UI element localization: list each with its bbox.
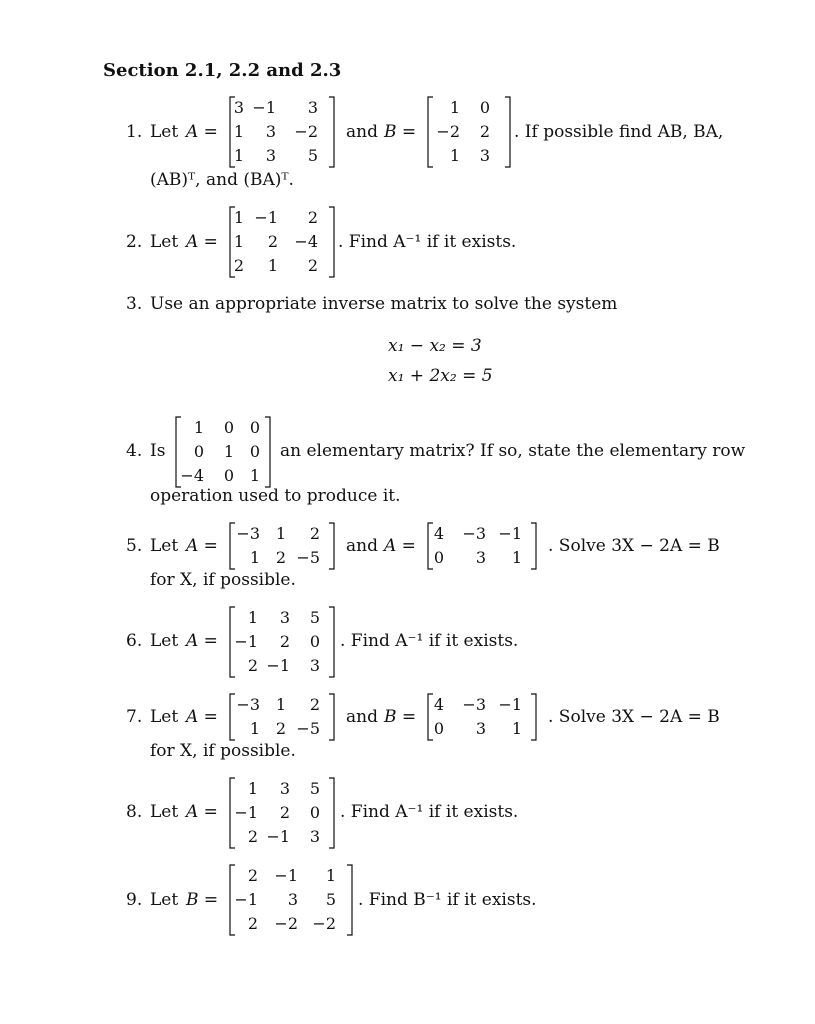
matrix-cell: 1 — [275, 524, 286, 543]
problem-1-instruction: . If possible find AB, BA, — [514, 122, 724, 142]
problem-number: 9. — [126, 890, 143, 910]
matrix-cell: 0 — [433, 719, 444, 738]
matrix-cell: −3 — [236, 524, 260, 543]
right-bracket — [329, 607, 334, 677]
equation-2: x₁ + 2x₂ = 5 — [388, 366, 493, 386]
matrix-cell: −1 — [252, 98, 276, 117]
matrix-cell: 2 — [307, 208, 318, 227]
matrix-cell: 2 — [233, 256, 244, 275]
matrix-cell: 0 — [193, 442, 204, 461]
matrix-a-label: A = — [186, 802, 218, 822]
matrix-cell: 0 — [223, 466, 234, 485]
problem-2-instruction: . Find A⁻¹ if it exists. — [338, 232, 517, 252]
matrix-cell: −3 — [462, 524, 486, 543]
matrix-a — [228, 777, 336, 849]
matrix-cell: 2 — [267, 232, 278, 251]
matrix-cell: 2 — [247, 827, 258, 846]
right-bracket — [531, 694, 536, 740]
matrix-a — [228, 522, 336, 570]
matrix-cell: 1 — [275, 695, 286, 714]
matrix-cell: 1 — [511, 548, 522, 567]
problem-number: 6. — [126, 631, 143, 651]
problem-7-instruction: . Solve 3X − 2A = B — [548, 707, 720, 727]
problem-4-text: an elementary matrix? If so, state the elementary row — [280, 441, 746, 461]
matrix-cell: 2 — [309, 695, 320, 714]
problem-5-continuation: for X, if possible. — [150, 570, 296, 590]
matrix-cell: −4 — [180, 466, 204, 485]
matrix-b-label: B = — [384, 707, 417, 727]
matrix-cell: −1 — [254, 208, 278, 227]
matrix-m — [174, 416, 272, 488]
is-label: Is — [150, 441, 166, 461]
problem-9-instruction: . Find B⁻¹ if it exists. — [358, 890, 537, 910]
matrix-a-label: A = — [186, 631, 218, 651]
matrix-a-label: A = — [186, 122, 218, 142]
problem-number: 2. — [126, 232, 143, 252]
and-label: and — [346, 122, 378, 142]
matrix-cell: −1 — [234, 632, 258, 651]
matrix-b-label: A = — [384, 536, 416, 556]
problem-number: 8. — [126, 802, 143, 822]
matrix-b — [426, 96, 512, 168]
matrix-cell: 3 — [309, 827, 320, 846]
matrix-cell: −5 — [296, 719, 320, 738]
matrix-b — [228, 864, 354, 936]
matrix-cell: 2 — [247, 656, 258, 675]
right-bracket — [329, 694, 334, 740]
matrix-cell: −3 — [236, 695, 260, 714]
matrix-cell: −1 — [498, 524, 522, 543]
matrix-cell: −1 — [274, 866, 298, 885]
matrix-cell: 3 — [279, 779, 290, 798]
matrix-cell: 2 — [279, 632, 290, 651]
problem-number: 5. — [126, 536, 143, 556]
matrix-cell: 1 — [233, 232, 244, 251]
matrix-cell: 1 — [193, 418, 204, 437]
matrix-cell: 5 — [307, 146, 318, 165]
matrix-a — [228, 96, 336, 168]
matrix-cell: −1 — [266, 827, 290, 846]
matrix-cell: 0 — [479, 98, 490, 117]
matrix-a — [228, 206, 336, 278]
matrix-cell: 3 — [307, 98, 318, 117]
problem-number: 4. — [126, 441, 143, 461]
matrix-cell: 3 — [265, 146, 276, 165]
matrix-cell: 1 — [233, 146, 244, 165]
problem-5-instruction: . Solve 3X − 2A = B — [548, 536, 720, 556]
right-bracket — [329, 778, 334, 848]
matrix-cell: 2 — [247, 914, 258, 933]
matrix-a-label: A = — [186, 707, 218, 727]
matrix-cell: −1 — [266, 656, 290, 675]
matrix-cell: 1 — [249, 719, 260, 738]
matrix-cell: 1 — [233, 122, 244, 141]
page-title: Section 2.1, 2.2 and 2.3 — [103, 60, 342, 81]
matrix-a-label: A = — [186, 536, 218, 556]
right-bracket — [329, 523, 334, 569]
right-bracket — [505, 97, 510, 167]
matrix-cell: 5 — [309, 608, 320, 627]
and-label: and — [346, 707, 378, 727]
problem-6-instruction: . Find A⁻¹ if it exists. — [340, 631, 519, 651]
matrix-cell: 3 — [265, 122, 276, 141]
matrix-cell: −2 — [294, 122, 318, 141]
matrix-cell: 3 — [233, 98, 244, 117]
matrix-cell: 1 — [449, 98, 460, 117]
matrix-cell: 1 — [249, 466, 260, 485]
matrix-cell: −1 — [234, 890, 258, 909]
matrix-cell: 3 — [279, 608, 290, 627]
matrix-cell: 1 — [247, 608, 258, 627]
matrix-a — [228, 693, 336, 741]
matrix-cell: 3 — [309, 656, 320, 675]
matrix-cell: −4 — [294, 232, 318, 251]
matrix-cell: 1 — [223, 442, 234, 461]
matrix-cell: 0 — [223, 418, 234, 437]
let-label: Let — [150, 232, 179, 252]
problem-number: 7. — [126, 707, 143, 727]
matrix-b — [426, 693, 538, 741]
equation-1: x₁ − x₂ = 3 — [388, 336, 482, 356]
problem-3-text: Use an appropriate inverse matrix to solve the system — [150, 294, 618, 314]
matrix-cell: 4 — [433, 695, 444, 714]
right-bracket — [329, 97, 334, 167]
matrix-cell: 0 — [433, 548, 444, 567]
let-label: Let — [150, 890, 179, 910]
matrix-cell: 1 — [233, 208, 244, 227]
matrix-cell: 1 — [249, 548, 260, 567]
matrix-b-label: B = — [384, 122, 417, 142]
matrix-cell: 1 — [247, 779, 258, 798]
problem-8-instruction: . Find A⁻¹ if it exists. — [340, 802, 519, 822]
matrix-cell: 0 — [249, 442, 260, 461]
matrix-cell: −2 — [436, 122, 460, 141]
matrix-cell: −1 — [498, 695, 522, 714]
problem-number: 3. — [126, 294, 143, 314]
let-label: Let — [150, 536, 179, 556]
matrix-a — [228, 606, 336, 678]
matrix-cell: 2 — [479, 122, 490, 141]
matrix-cell: −1 — [234, 803, 258, 822]
matrix-cell: 5 — [325, 890, 336, 909]
right-bracket — [531, 523, 536, 569]
problem-4-continuation: operation used to produce it. — [150, 486, 401, 506]
matrix-cell: 5 — [309, 779, 320, 798]
matrix-b — [426, 522, 538, 570]
matrix-cell: 1 — [449, 146, 460, 165]
matrix-cell: 3 — [479, 146, 490, 165]
and-label: and — [346, 536, 378, 556]
problem-7-continuation: for X, if possible. — [150, 741, 296, 761]
matrix-cell: 1 — [511, 719, 522, 738]
let-label: Let — [150, 122, 179, 142]
matrix-cell: 3 — [475, 719, 486, 738]
matrix-cell: 2 — [309, 524, 320, 543]
matrix-cell: 1 — [325, 866, 336, 885]
matrix-cell: 0 — [309, 632, 320, 651]
matrix-cell: 2 — [275, 719, 286, 738]
right-bracket — [265, 417, 270, 487]
matrix-cell: 3 — [475, 548, 486, 567]
matrix-cell: 0 — [249, 418, 260, 437]
let-label: Let — [150, 707, 179, 727]
matrix-cell: 2 — [279, 803, 290, 822]
matrix-cell: 2 — [247, 866, 258, 885]
matrix-cell: 2 — [307, 256, 318, 275]
matrix-cell: 4 — [433, 524, 444, 543]
matrix-cell: 1 — [267, 256, 278, 275]
matrix-cell: −2 — [312, 914, 336, 933]
matrix-cell: −2 — [274, 914, 298, 933]
right-bracket — [329, 207, 334, 277]
let-label: Let — [150, 802, 179, 822]
let-label: Let — [150, 631, 179, 651]
matrix-b-label: B = — [186, 890, 219, 910]
matrix-cell: 3 — [287, 890, 298, 909]
matrix-cell: −3 — [462, 695, 486, 714]
matrix-cell: 0 — [309, 803, 320, 822]
matrix-cell: −5 — [296, 548, 320, 567]
matrix-a-label: A = — [186, 232, 218, 252]
problem-number: 1. — [126, 122, 143, 142]
problem-1-continuation: (AB)ᵀ, and (BA)ᵀ. — [150, 170, 294, 190]
right-bracket — [347, 865, 352, 935]
matrix-cell: 2 — [275, 548, 286, 567]
